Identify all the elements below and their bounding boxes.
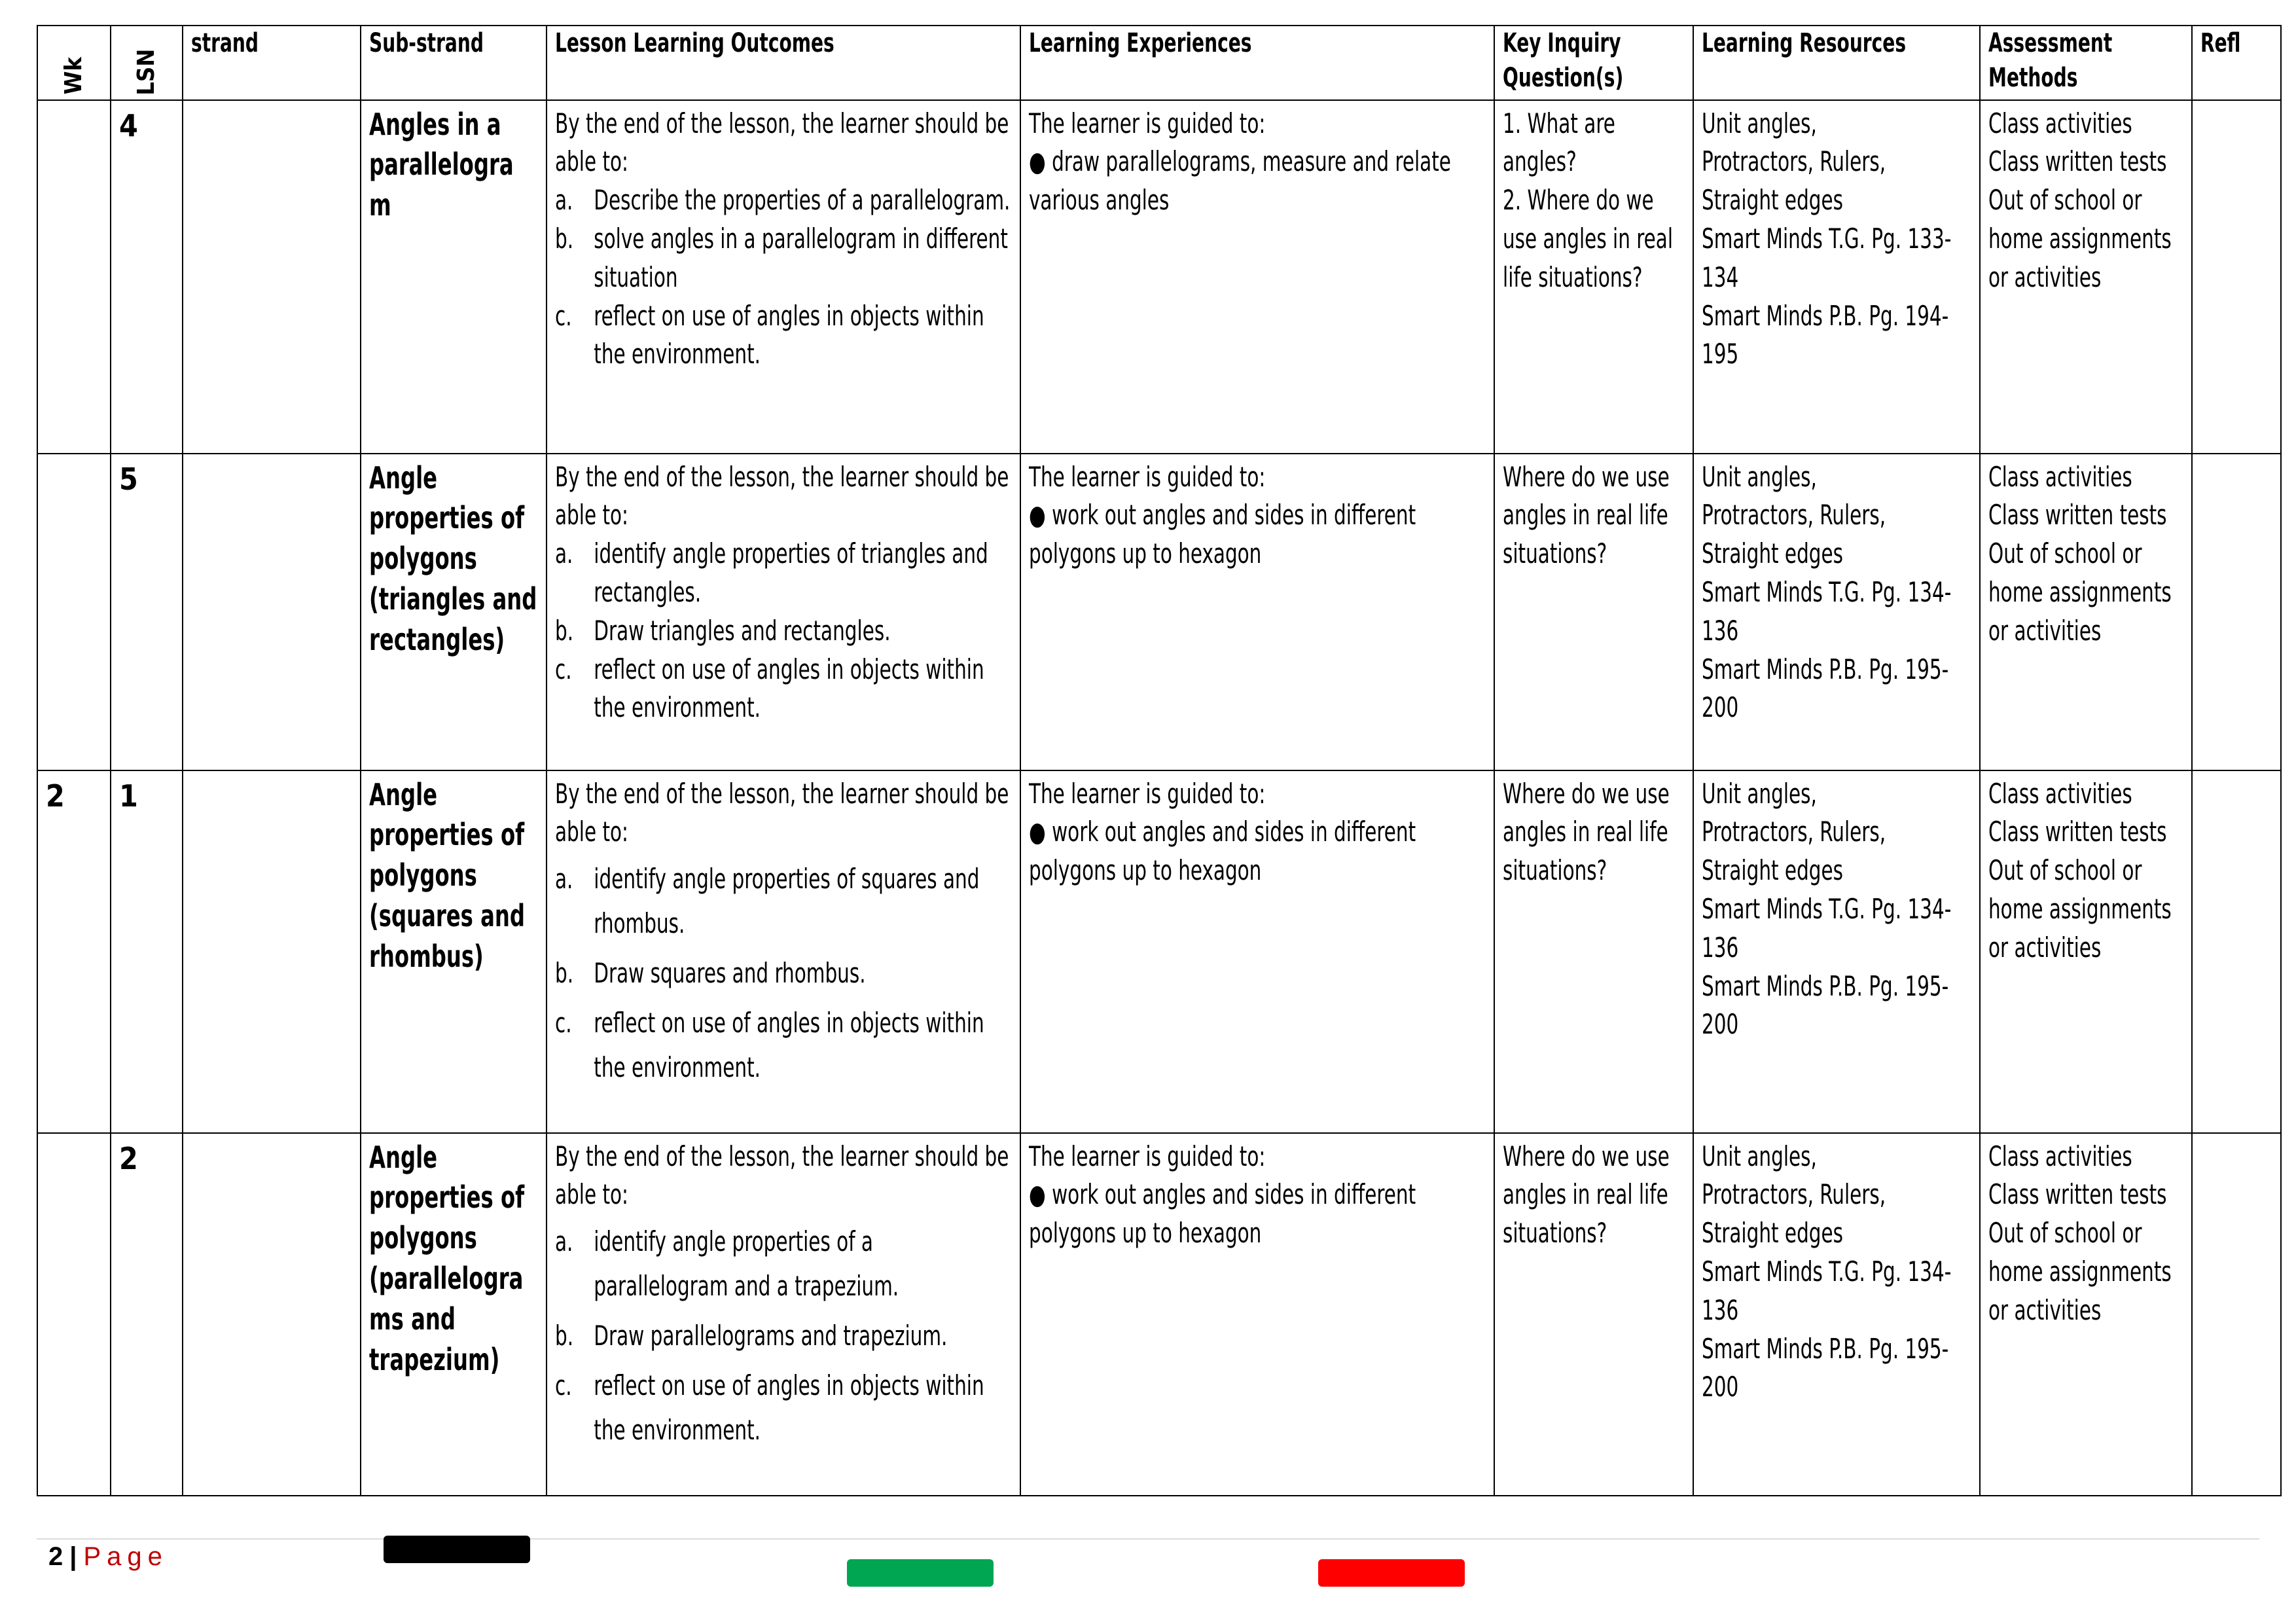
resources-wrap <box>1702 105 1972 374</box>
assessment-wrap <box>1988 1138 2185 1330</box>
outcome-list <box>555 857 1013 1090</box>
resource-item: Smart Minds P.B. Pg. 195-200 <box>1702 653 1949 724</box>
page-word: Page <box>83 1542 168 1571</box>
cell-substrand <box>361 454 547 770</box>
substrand-wrap <box>369 458 539 660</box>
outcome-letter: b. <box>555 957 574 990</box>
cell-experiences <box>1020 770 1494 1133</box>
outcome-item <box>555 951 1013 996</box>
outcome-letter: c. <box>555 1007 572 1039</box>
experiences-intro: The learner is guided to: <box>1029 1140 1266 1172</box>
assessment-wrap <box>1988 775 2185 967</box>
resources-wrap <box>1702 775 1972 1045</box>
header-wk: Wk <box>37 26 111 100</box>
outcome-text: reflect on use of angles in objects within the environment. <box>594 653 984 724</box>
inquiry-wrap <box>1503 775 1686 890</box>
outcome-item <box>555 535 1013 612</box>
header-row <box>37 26 2281 100</box>
experiences-bullet: ● work out angles and sides in different polygons up to hexagon <box>1029 499 1416 570</box>
cell-week <box>37 1133 111 1496</box>
cell-assessment <box>1980 454 2192 770</box>
cell-substrand <box>361 100 547 454</box>
experiences-intro: The learner is guided to: <box>1029 777 1266 810</box>
resource-item: Smart Minds P.B. Pg. 194-195 <box>1702 299 1949 370</box>
resource-item: Smart Minds T.G. Pg. 133-134 <box>1702 222 1952 293</box>
cell-reflection <box>2192 454 2281 770</box>
outcome-letter: a. <box>555 863 573 895</box>
cell-week <box>37 100 111 454</box>
outcome-item <box>555 1314 1013 1358</box>
table-row <box>37 454 2281 770</box>
outcomes-intro: By the end of the lesson, the learner should be able to: <box>555 107 1009 178</box>
cell-experiences <box>1020 454 1494 770</box>
outcomes-wrap <box>555 458 1013 728</box>
table-row <box>37 100 2281 454</box>
header-strand: strand <box>183 26 361 100</box>
substrand-title: Angles in a parallelogra m <box>369 106 514 223</box>
experiences-intro: The learner is guided to: <box>1029 460 1266 493</box>
outcome-text: Describe the properties of a parallelogram. <box>594 184 1011 217</box>
cell-week <box>37 770 111 1133</box>
cell-strand <box>183 1133 361 1496</box>
cell-experiences <box>1020 1133 1494 1496</box>
lesson-number: 2 <box>119 1140 138 1176</box>
cell-assessment <box>1980 100 2192 454</box>
header-substrand: Sub-strand <box>361 26 547 100</box>
assessment-item: Out of school or home assignments or activities <box>1988 854 2172 964</box>
outcome-list <box>555 181 1013 374</box>
outcome-letter: a. <box>555 1225 573 1258</box>
header-reflection: Refl <box>2192 26 2281 100</box>
outcome-text: identify angle properties of squares and rhombus. <box>594 863 980 940</box>
outcome-letter: a. <box>555 537 573 570</box>
cell-week <box>37 454 111 770</box>
assessment-item: Class activities <box>1988 107 2132 139</box>
lesson-number: 5 <box>119 461 138 497</box>
outcome-text: Draw squares and rhombus. <box>594 957 866 990</box>
outcomes-wrap <box>555 1138 1013 1453</box>
assessment-wrap <box>1988 105 2185 297</box>
cell-strand <box>183 454 361 770</box>
inquiry-wrap <box>1503 458 1686 573</box>
substrand-wrap <box>369 1138 539 1380</box>
cell-reflection <box>2192 770 2281 1133</box>
outcome-item <box>555 181 1013 220</box>
cell-resources <box>1693 454 1980 770</box>
cell-inquiry <box>1494 1133 1693 1496</box>
outcome-letter: c. <box>555 299 572 332</box>
cell-strand <box>183 770 361 1133</box>
experiences-wrap <box>1029 458 1486 573</box>
assessment-item: Out of school or home assignments or activities <box>1988 537 2172 647</box>
cell-inquiry <box>1494 454 1693 770</box>
inquiry-wrap <box>1503 105 1686 297</box>
page-footer <box>48 1543 168 1570</box>
resources-wrap <box>1702 458 1972 728</box>
resource-item: Smart Minds P.B. Pg. 195-200 <box>1702 969 1949 1041</box>
inquiry-question: Where do we use angles in real life situations? <box>1503 460 1670 570</box>
assessment-item: Class activities <box>1988 460 2132 493</box>
inquiry-question: Where do we use angles in real life situations? <box>1503 777 1670 887</box>
outcomes-intro: By the end of the lesson, the learner should be able to: <box>555 777 1009 848</box>
outcome-letter: b. <box>555 614 574 647</box>
outcome-list <box>555 535 1013 727</box>
outcome-letter: b. <box>555 1320 574 1352</box>
scheme-of-work-table <box>37 25 2282 1496</box>
outcomes-wrap <box>555 105 1013 374</box>
table-row <box>37 1133 2281 1496</box>
outcome-letter: b. <box>555 222 574 255</box>
week-number: 2 <box>46 778 65 814</box>
outcome-text: identify angle properties of triangles and rectangles. <box>594 537 988 608</box>
header-inquiry: Key Inquiry Question(s) <box>1494 26 1693 100</box>
outcome-item <box>555 1363 1013 1453</box>
outcome-text: reflect on use of angles in objects within the environment. <box>594 1007 984 1084</box>
cell-reflection <box>2192 1133 2281 1496</box>
cell-outcomes <box>547 770 1020 1133</box>
inquiry-question: 1. What are angles? <box>1503 107 1615 178</box>
footer-divider <box>37 1538 2259 1540</box>
header-lsn: LSN <box>111 26 183 100</box>
resource-item: Unit angles, <box>1702 107 1817 139</box>
substrand-wrap <box>369 775 539 977</box>
assessment-wrap <box>1988 458 2185 651</box>
outcomes-intro: By the end of the lesson, the learner should be able to: <box>555 460 1009 532</box>
cell-assessment <box>1980 1133 2192 1496</box>
table-row <box>37 770 2281 1133</box>
cell-outcomes <box>547 454 1020 770</box>
cell-outcomes <box>547 1133 1020 1496</box>
outcome-letter: c. <box>555 653 572 685</box>
inquiry-question: 2. Where do we use angles in real life situations? <box>1503 184 1674 293</box>
page-separator: | <box>69 1542 77 1571</box>
outcome-letter: a. <box>555 184 573 217</box>
header-outcomes: Lesson Learning Outcomes <box>547 26 1020 100</box>
cell-resources <box>1693 1133 1980 1496</box>
outcomes-intro: By the end of the lesson, the learner should be able to: <box>555 1140 1009 1211</box>
cell-lesson <box>111 100 183 454</box>
header-assessment: Assessment Methods <box>1980 26 2192 100</box>
inquiry-question: Where do we use angles in real life situations? <box>1503 1140 1670 1250</box>
resource-item: Protractors, Rulers, <box>1702 499 1886 532</box>
assessment-item: Class activities <box>1988 777 2132 810</box>
resource-item: Smart Minds T.G. Pg. 134-136 <box>1702 575 1952 647</box>
cell-substrand <box>361 1133 547 1496</box>
resource-item: Straight edges <box>1702 854 1843 887</box>
assessment-item: Class written tests <box>1988 499 2167 532</box>
cell-experiences <box>1020 100 1494 454</box>
resource-item: Straight edges <box>1702 184 1843 217</box>
cell-reflection <box>2192 100 2281 454</box>
experiences-bullet: ● draw parallelograms, measure and relate various angles <box>1029 145 1451 217</box>
experiences-bullet: ● work out angles and sides in different polygons up to hexagon <box>1029 816 1416 887</box>
cell-inquiry <box>1494 100 1693 454</box>
outcomes-wrap <box>555 775 1013 1091</box>
experiences-intro: The learner is guided to: <box>1029 107 1266 139</box>
cell-inquiry <box>1494 770 1693 1133</box>
outcome-item <box>555 297 1013 374</box>
inquiry-wrap <box>1503 1138 1686 1253</box>
outcome-text: Draw triangles and rectangles. <box>594 614 891 647</box>
substrand-title: Angle properties of polygons (parallelogra ms and trapezium) <box>369 1139 525 1377</box>
resource-item: Protractors, Rulers, <box>1702 1178 1886 1211</box>
assessment-item: Out of school or home assignments or activities <box>1988 1217 2172 1326</box>
cell-lesson <box>111 454 183 770</box>
flag-bar-black <box>384 1536 530 1563</box>
resource-item: Unit angles, <box>1702 1140 1817 1172</box>
cell-lesson <box>111 770 183 1133</box>
flag-bar-green <box>847 1559 994 1587</box>
resource-item: Protractors, Rulers, <box>1702 816 1886 848</box>
header-resources: Learning Resources <box>1693 26 1980 100</box>
outcome-text: reflect on use of angles in objects within the environment. <box>594 1369 984 1447</box>
resource-item: Smart Minds T.G. Pg. 134-136 <box>1702 892 1952 964</box>
cell-resources <box>1693 100 1980 454</box>
experiences-wrap <box>1029 1138 1486 1253</box>
resource-item: Unit angles, <box>1702 777 1817 810</box>
lesson-number: 4 <box>119 107 138 143</box>
outcome-item <box>555 220 1013 297</box>
substrand-title: Angle properties of polygons (squares and rhombus) <box>369 776 525 974</box>
resource-item: Straight edges <box>1702 537 1843 570</box>
experiences-wrap <box>1029 105 1486 220</box>
outcome-item <box>555 1001 1013 1090</box>
cell-assessment <box>1980 770 2192 1133</box>
outcome-letter: c. <box>555 1369 572 1402</box>
cell-resources <box>1693 770 1980 1133</box>
resource-item: Protractors, Rulers, <box>1702 145 1886 178</box>
resources-wrap <box>1702 1138 1972 1407</box>
substrand-title: Angle properties of polygons (triangles and rectangles) <box>369 460 537 657</box>
experiences-bullet: ● work out angles and sides in different polygons up to hexagon <box>1029 1178 1416 1250</box>
page-number: 2 <box>48 1542 63 1571</box>
outcome-text: identify angle properties of a parallelogram and a trapezium. <box>594 1225 899 1303</box>
cell-strand <box>183 100 361 454</box>
outcome-text: reflect on use of angles in objects within the environment. <box>594 299 984 370</box>
outcome-item <box>555 857 1013 946</box>
outcome-list <box>555 1219 1013 1453</box>
outcome-text: Draw parallelograms and trapezium. <box>594 1320 948 1352</box>
experiences-wrap <box>1029 775 1486 890</box>
outcome-text: solve angles in a parallelogram in different situation <box>594 222 1008 293</box>
resource-item: Smart Minds P.B. Pg. 195-200 <box>1702 1332 1949 1403</box>
resource-item: Smart Minds T.G. Pg. 134-136 <box>1702 1255 1952 1326</box>
resource-item: Straight edges <box>1702 1217 1843 1250</box>
header-experiences: Learning Experiences <box>1020 26 1494 100</box>
flag-bar-red <box>1318 1559 1465 1587</box>
outcome-item <box>555 1219 1013 1308</box>
cell-lesson <box>111 1133 183 1496</box>
assessment-item: Class written tests <box>1988 1178 2167 1211</box>
outcome-item <box>555 612 1013 651</box>
cell-outcomes <box>547 100 1020 454</box>
assessment-item: Class written tests <box>1988 145 2167 178</box>
assessment-item: Out of school or home assignments or activities <box>1988 184 2172 293</box>
lesson-number: 1 <box>119 778 138 814</box>
cell-substrand <box>361 770 547 1133</box>
outcome-item <box>555 651 1013 728</box>
resource-item: Unit angles, <box>1702 460 1817 493</box>
substrand-wrap <box>369 105 539 226</box>
assessment-item: Class written tests <box>1988 816 2167 848</box>
assessment-item: Class activities <box>1988 1140 2132 1172</box>
